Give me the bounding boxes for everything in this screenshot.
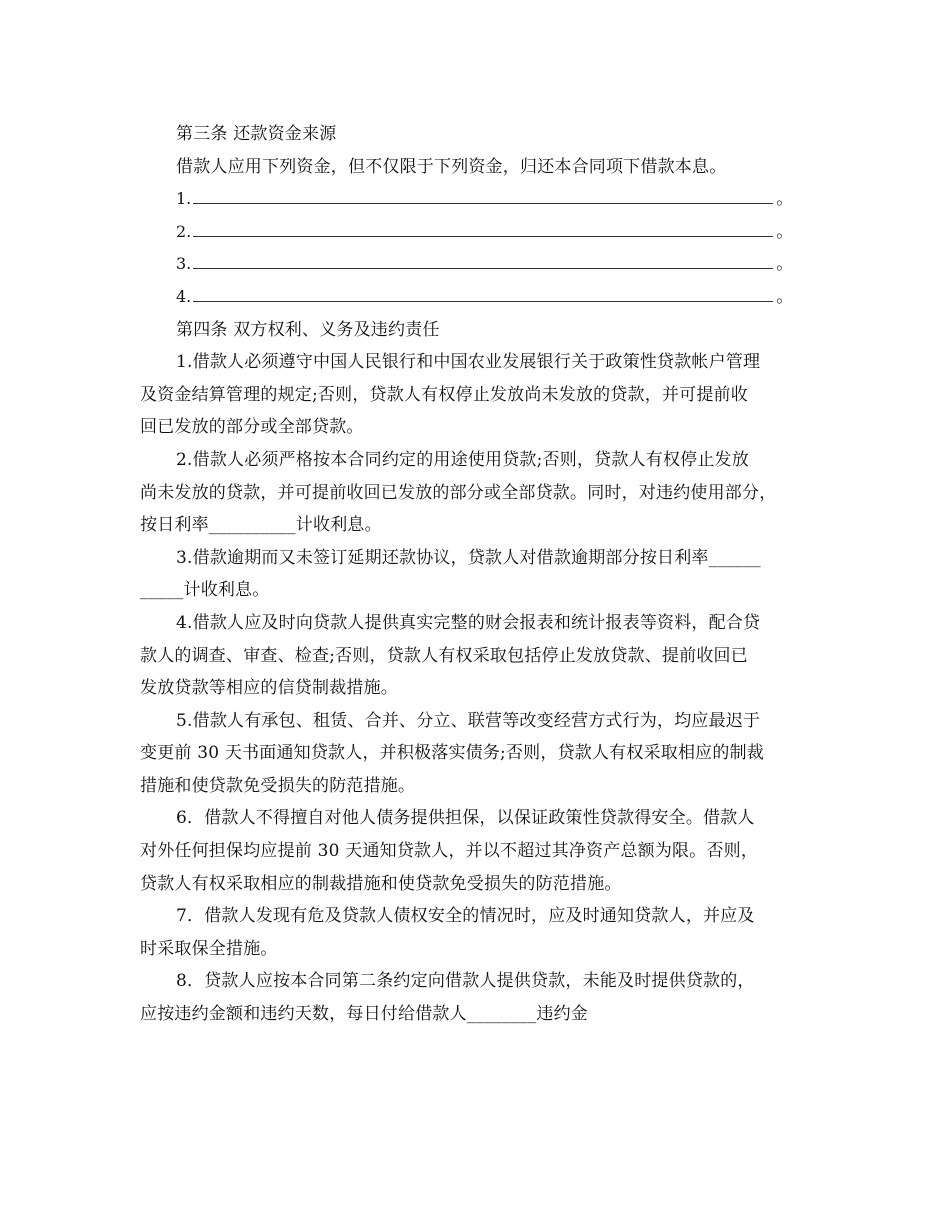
clause-5-line-1: 5.借款人有承包、租赁、合并、分立、联营等改变经营方式行为，均应最迟于 xyxy=(176,710,761,731)
fill-in-blank-line xyxy=(193,187,773,204)
clause-2-line-2: 尚未发放的贷款，并可提前收回已发放的部分或全部贷款。同时，对违约使用部分， xyxy=(140,482,777,503)
clause-6-line-1: 6．借款人不得擅自对他人债务提供担保，以保证政策性贷款得安全。借款人 xyxy=(176,808,755,829)
article-3-intro: 借款人应用下列资金，但不仅限于下列资金，归还本合同项下借款本息。 xyxy=(176,156,727,177)
fund-source-item-3 xyxy=(140,248,828,281)
clause-8-line-2: 应按违约金额和违约天数，每日付给借款人________违约金 xyxy=(140,1004,588,1025)
clause-7-line-2: 时采取保全措施。 xyxy=(140,938,278,959)
fund-source-item-1 xyxy=(140,183,828,216)
clause-7-line-1: 7．借款人发现有危及贷款人债权安全的情况时，应及时通知贷款人，并应及 xyxy=(176,906,755,927)
fund-source-item-end: 。 xyxy=(776,254,794,275)
clause-3-line-2: _____计收利息。 xyxy=(140,580,270,601)
fund-source-item-number: 4. xyxy=(176,286,192,306)
fund-source-item-number: 3. xyxy=(176,254,192,274)
fill-in-blank-line xyxy=(193,220,773,237)
fund-source-item-2 xyxy=(140,216,828,249)
fund-source-item-number: 1. xyxy=(176,189,192,209)
clause-2-line-3: 按日利率__________计收利息。 xyxy=(140,515,382,536)
clause-8-line-1: 8．贷款人应按本合同第二条约定向借款人提供贷款，未能及时提供贷款的， xyxy=(176,971,755,992)
article-3-title: 第三条 还款资金来源 xyxy=(176,124,337,144)
clause-6-line-2: 对外任何担保均应提前 30 天通知贷款人，并以不超过其净资产总额为限。否则， xyxy=(140,841,759,862)
clause-2-line-1: 2.借款人必须严格按本合同约定的用途使用贷款;否则，贷款人有权停止发放 xyxy=(176,449,749,470)
fund-source-item-end: 。 xyxy=(776,286,794,307)
document-body xyxy=(140,118,828,1031)
clause-1-line-3: 回已发放的部分或全部贷款。 xyxy=(140,417,364,438)
article-4-title: 第四条 双方权利、义务及违约责任 xyxy=(176,319,440,340)
clause-4-line-2: 款人的调查、审查、检查;否则，贷款人有权采取包括停止发放贷款、提前收回已 xyxy=(140,645,748,666)
clause-6-line-3: 贷款人有权采取相应的制裁措施和使贷款免受损失的防范措施。 xyxy=(140,873,622,894)
clause-1-line-1: 1.借款人必须遵守中国人民银行和中国农业发展银行关于政策性贷款帐户管理 xyxy=(176,352,761,373)
fund-source-item-end: 。 xyxy=(776,189,794,210)
fill-in-blank-line xyxy=(193,252,773,269)
clause-5-line-2: 变更前 30 天书面通知贷款人，并积极落实债务;否则，贷款人有权采取相应的制裁 xyxy=(140,743,764,764)
clause-4-line-1: 4.借款人应及时向贷款人提供真实完整的财会报表和统计报表等资料，配合贷 xyxy=(176,612,761,633)
fill-in-blank-line xyxy=(193,285,773,302)
fund-source-item-4 xyxy=(140,281,828,314)
clause-4-line-3: 发放贷款等相应的信贷制裁措施。 xyxy=(140,678,398,699)
fund-source-item-number: 2. xyxy=(176,221,192,241)
clause-3-line-1: 3.借款逾期而又未签订延期还款协议，贷款人对借款逾期部分按日利率______ xyxy=(176,547,761,568)
clause-5-line-3: 措施和使贷款免受损失的防范措施。 xyxy=(140,775,416,796)
clause-1-line-2: 及资金结算管理的规定;否则，贷款人有权停止发放尚未发放的贷款，并可提前收 xyxy=(140,384,748,405)
fund-source-item-end: 。 xyxy=(776,221,794,242)
